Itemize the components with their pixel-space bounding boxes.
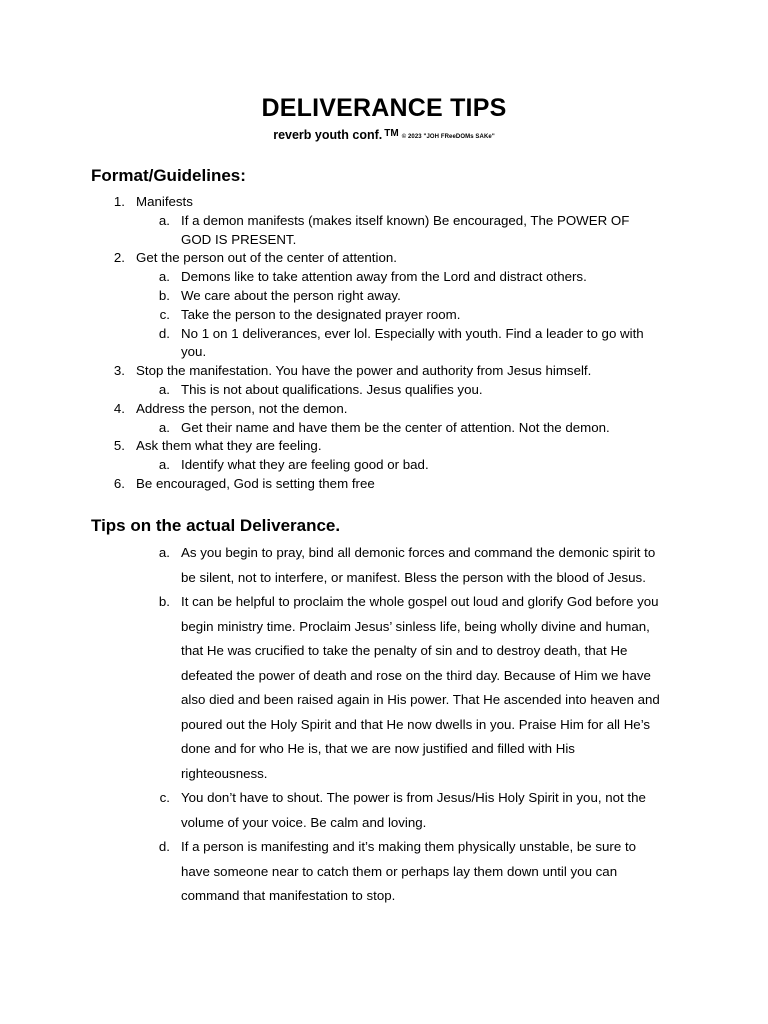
list-item-text: Address the person, not the demon. <box>136 400 348 416</box>
list-item-number: 3. <box>113 363 125 379</box>
sublist-item-letter: a. <box>158 269 170 285</box>
sublist-item-letter: a. <box>158 382 170 397</box>
sublist-item-text: If a demon manifests (makes itself known) Be encouraged, The POWER OF <box>181 212 630 228</box>
tip-item-text: command that manifestation to stop. <box>181 888 396 903</box>
list-item-text: Manifests <box>136 194 193 209</box>
sublist-item-text: you. <box>181 344 207 360</box>
tip-item-text: poured out the Holy Spirit and that He now dwells in you. Praise Him for all He’s <box>181 716 651 732</box>
tip-item-letter: b. <box>158 594 170 609</box>
document-subtitle <box>0 126 768 145</box>
sublist-item-text: Demons like to take attention away from the Lord and distract others. <box>181 269 587 285</box>
list-item-number: 1. <box>113 194 125 209</box>
list-item-text: Stop the manifestation. You have the power and authority from Jesus himself. <box>136 363 592 379</box>
tip-item-text: defeated the power of death and rose on the third day. Because of Him we have <box>181 667 651 683</box>
tip-item-text: done and for who He is, that we are now justified and filled with His <box>181 741 575 756</box>
tip-item-letter: a. <box>158 545 170 560</box>
list-item-number: 4. <box>113 400 125 416</box>
tip-item-text: righteousness. <box>181 765 268 781</box>
document-title: DELIVERANCE TIPS <box>261 94 507 122</box>
sublist-item-text: No 1 on 1 deliverances, ever lol. Especially with youth. Find a leader to go with <box>181 325 644 341</box>
list-item-text: Be encouraged, God is setting them free <box>136 476 375 491</box>
tip-item-text: begin ministry time. Proclaim Jesus’ sinless life, being wholly divine and human, <box>181 618 650 634</box>
list-item-number: 2. <box>113 250 125 266</box>
tip-item-text: be silent, not to interfere, or manifest. Bless the person with the blood of Jesus. <box>181 569 646 585</box>
list-item-text: Get the person out of the center of attention. <box>136 250 397 266</box>
tip-item-text: You don’t have to shout. The power is from Jesus/His Holy Spirit in you, not the <box>181 790 646 805</box>
tip-item-text: that He was crucified to take the penalty of sin and to destroy death, that He <box>181 643 628 658</box>
sublist-item-letter: a. <box>158 419 170 435</box>
list-item-number: 5. <box>113 438 125 454</box>
sublist-item-letter: c. <box>159 306 170 322</box>
sublist-item-letter: b. <box>158 288 170 303</box>
tip-item-text: have someone near to catch them or perhaps lay them down until you can <box>181 863 618 879</box>
sublist-item-text: Identify what they are feeling good or bad. <box>181 457 429 473</box>
list-item-number: 6. <box>113 476 125 491</box>
subtitle-text: reverb youth conf. <box>273 128 383 142</box>
sublist-item-text: GOD IS PRESENT. <box>181 231 297 247</box>
tip-item-letter: d. <box>158 839 170 854</box>
list-item-text: Ask them what they are feeling. <box>136 438 322 454</box>
sublist-item-letter: d. <box>158 325 170 341</box>
tip-item-text: also died and been raised again in His power. That He ascended into heaven and <box>181 692 660 707</box>
deliverance-tips-heading: Tips on the actual Deliverance. <box>91 516 341 535</box>
trademark-mark: TM <box>384 128 399 139</box>
sublist-item-text: Take the person to the designated prayer room. <box>181 306 461 322</box>
copyright-notice: © 2023 "JOH FReeDOMs SAKe" <box>401 134 495 140</box>
sublist-item-text: We care about the person right away. <box>181 288 401 303</box>
tip-item-text: If a person is manifesting and it’s making them physically unstable, be sure to <box>181 839 637 854</box>
tip-item-text: It can be helpful to proclaim the whole gospel out loud and glorify God before you <box>181 594 659 609</box>
sublist-item-letter: a. <box>158 457 170 473</box>
tip-item-text: As you begin to pray, bind all demonic forces and command the demonic spirit to <box>181 545 656 560</box>
sublist-item-letter: a. <box>158 212 170 228</box>
sublist-item-text: This is not about qualifications. Jesus qualifies you. <box>181 382 483 397</box>
tip-item-letter: c. <box>159 790 170 805</box>
tip-item-text: volume of your voice. Be calm and loving. <box>181 814 427 830</box>
sublist-item-text: Get their name and have them be the center of attention. Not the demon. <box>181 419 610 435</box>
format-guidelines-heading: Format/Guidelines: <box>91 166 246 185</box>
